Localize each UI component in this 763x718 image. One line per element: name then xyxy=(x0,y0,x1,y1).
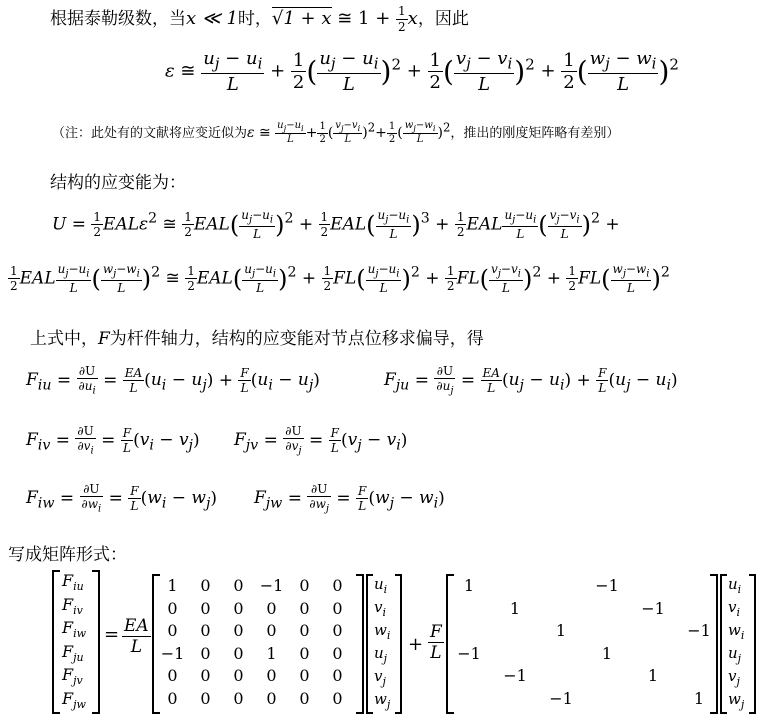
matrix-cell: 1 xyxy=(167,576,178,595)
vector-entry: $F_{jw}$ xyxy=(62,688,86,711)
matrix-cell: 0 xyxy=(332,688,343,708)
energy-intro: 结构的应变能为： xyxy=(50,173,186,193)
matrix-cell: 0 xyxy=(200,598,211,618)
matrix-cell: −1 xyxy=(595,576,619,595)
matrix-cell: 1 xyxy=(601,643,613,663)
coef-EA-L: $\frac{EA}{L}$ xyxy=(124,616,149,658)
plus-sign: + xyxy=(408,634,424,655)
matrix-cell: 0 xyxy=(332,576,343,595)
vector-entry: $v_i$ xyxy=(374,598,387,619)
vector-entry: $w_j$ xyxy=(374,690,391,711)
matrix-cell: 0 xyxy=(299,688,310,708)
eq-Fiu: $F_{iu}$ = $\frac{\partial U}{\partial u_i}$ = $\frac{EA}{L}$ $(u_i - u_j)$ + $\frac{F}{L}$ $(u_i - u_j)$ xyxy=(26,364,320,397)
matrix-cell: 0 xyxy=(200,643,211,663)
coef-F-L: $\frac{F}{L}$ xyxy=(430,622,442,664)
displacement-vector-2 xyxy=(720,574,756,714)
matrix-cell: 1 xyxy=(693,688,705,708)
vector-entry: $u_j$ xyxy=(728,644,742,665)
matrix-cell: −1 xyxy=(259,576,284,595)
force-vector xyxy=(52,570,100,714)
vector-entry: $v_j$ xyxy=(728,667,740,688)
stiffness-matrix-elastic xyxy=(152,574,364,714)
matrix-cell: 0 xyxy=(233,598,244,618)
matrix-cell: 0 xyxy=(167,621,178,640)
matrix-cell: 0 xyxy=(167,598,178,618)
matrix-cell: 1 xyxy=(647,666,659,685)
matrix-cell: 0 xyxy=(332,621,343,640)
matrix-cell: 0 xyxy=(266,666,277,685)
matrix-cell: 0 xyxy=(299,643,310,663)
matrix-cell: 1 xyxy=(509,598,521,618)
force-intro: 上式中，F为杆件轴力，结构的应变能对节点位移求偏导，得 xyxy=(30,329,484,349)
matrix-cell: 0 xyxy=(200,688,211,708)
matrix-cell: 0 xyxy=(233,621,244,640)
matrix-cell: −1 xyxy=(549,688,573,708)
matrix-cell: 0 xyxy=(200,621,211,640)
matrix-cell: −1 xyxy=(160,643,185,663)
equals-sign: = xyxy=(104,624,120,645)
matrix-cell: −1 xyxy=(687,621,711,640)
eq-Fju: $F_{ju}$ = $\frac{\partial U}{\partial u_j}$ = $\frac{EA}{L}$ $(u_j - u_i)$ + $\frac{F}{L}$ $(u_j - u_i)$ xyxy=(384,364,678,397)
matrix-cell: 0 xyxy=(266,688,277,708)
matrix-cell: 0 xyxy=(266,621,277,640)
matrix-intro: 写成矩阵形式： xyxy=(8,545,127,565)
matrix-cell: 1 xyxy=(555,621,567,640)
vector-entry: $w_i$ xyxy=(728,621,745,642)
matrix-cell: 0 xyxy=(167,666,178,685)
matrix-cell: 0 xyxy=(299,598,310,618)
eq-Fjw: $F_{jw}$ = $\frac{\partial U}{\partial w_j}$ = $\frac{F}{L}$ $(w_j - w_i)$ xyxy=(254,482,445,515)
vector-entry: $w_j$ xyxy=(728,690,745,711)
matrix-cell: 0 xyxy=(266,598,277,618)
vector-entry: $v_i$ xyxy=(728,598,741,619)
vector-entry: $w_i$ xyxy=(374,621,391,642)
matrix-cell: 0 xyxy=(299,666,310,685)
note-line: （注：此处有的文献将应变近似为ε ≅ $\frac{u_j-u_i}{L}$ + $\frac{1}{2}$ ( $\frac{v_j-v_i}{L}$ )$^2$+ $\frac{1}{2}$ ( $\frac{w_j-w_i}{L}$ )$^2$，推出的刚度矩阵略有差别） xyxy=(52,120,620,145)
matrix-cell: 0 xyxy=(299,576,310,595)
displacement-vector-1 xyxy=(366,574,402,714)
matrix-cell: 0 xyxy=(200,666,211,685)
matrix-cell: 0 xyxy=(332,598,343,618)
vector-entry: $u_j$ xyxy=(374,644,388,665)
taylor-intro: 根据泰勒级数，当x ≪ 1时，√1 + x ≅ 1 + $\frac{1}{2}$ x，因此 xyxy=(50,4,469,34)
vector-entry: $F_{jv}$ xyxy=(62,665,83,688)
vector-entry: $u_i$ xyxy=(728,575,742,596)
eq-Fiv: $F_{iv}$ = $\frac{\partial U}{\partial v_i}$ = $\frac{F}{L}$ $(v_i - v_j)$ xyxy=(26,424,200,457)
vector-entry: $F_{iu}$ xyxy=(62,571,84,594)
matrix-cell: 0 xyxy=(167,688,178,708)
matrix-cell: 0 xyxy=(233,643,244,663)
matrix-cell: 0 xyxy=(233,666,244,685)
matrix-cell: 0 xyxy=(332,643,343,663)
vector-entry: $F_{iv}$ xyxy=(62,594,83,617)
matrix-cell: −1 xyxy=(457,643,481,663)
matrix-cell: 0 xyxy=(233,688,244,708)
eq-Fjv: $F_{jv}$ = $\frac{\partial U}{\partial v_j}$ = $\frac{F}{L}$ $(v_j - v_i)$ xyxy=(234,424,408,457)
vector-entry: $v_j$ xyxy=(374,667,386,688)
vector-entry: $F_{iw}$ xyxy=(62,618,87,641)
energy-line-1: U = $\frac{1}{2}$ EALε$^2$ ≅ $\frac{1}{2}$ EAL( $\frac{u_j-u_i}{L}$ )$^2$ + $\frac{1}{2}$ EAL( $\frac{u_j-u_i}{L}$ )$^3$ + $\frac{1}{2}$ EAL $\frac{u_j-u_i}{L}$ ( $\frac{v_j-v_i}{L}$ )$^2$ + xyxy=(52,208,620,242)
energy-line-2: $\frac{1}{2}$ EAL $\frac{u_j-u_i}{L}$ ( $\frac{w_j-w_i}{L}$ )$^2$ ≅ $\frac{1}{2}$ EAL( $\frac{u_j-u_i}{L}$ )$^2$ + $\frac{1}{2}$ FL( $\frac{u_j-u_i}{L}$ )$^2$ + $\frac{1}{2}$ FL( $\frac{v_j-v_i}{L}$ )$^2$ + $\frac{1}{2}$ FL( $\frac{w_j-w_i}{L}$ )$^2$ xyxy=(10,262,670,296)
vector-entry: $u_i$ xyxy=(374,575,388,596)
matrix-cell: 0 xyxy=(299,621,310,640)
matrix-cell: −1 xyxy=(503,666,527,685)
matrix-cell: 0 xyxy=(233,576,244,595)
eq-Fiw: $F_{iw}$ = $\frac{\partial U}{\partial w_i}$ = $\frac{F}{L}$ $(w_i - w_j)$ xyxy=(26,482,217,515)
strain-formula: ε ≅ $\frac{u_j - u_i}{L}$ + $\frac{1}{2}$ ( $\frac{u_j - u_i}{L}$ )$^2$ + $\frac{1}{2}$ ( $\frac{v_j - v_i}{L}$ )$^2$ + $\frac{1}{2}$ ( $\frac{w_j - w_i}{L}$ )$^2$ xyxy=(165,48,679,95)
vector-entry: $F_{ju}$ xyxy=(62,641,84,664)
matrix-cell: 1 xyxy=(266,643,277,663)
stiffness-matrix-geometric xyxy=(446,574,718,714)
matrix-cell: 0 xyxy=(200,576,211,595)
matrix-cell: 1 xyxy=(463,576,475,595)
matrix-cell: −1 xyxy=(641,598,665,618)
matrix-cell: 0 xyxy=(332,666,343,685)
